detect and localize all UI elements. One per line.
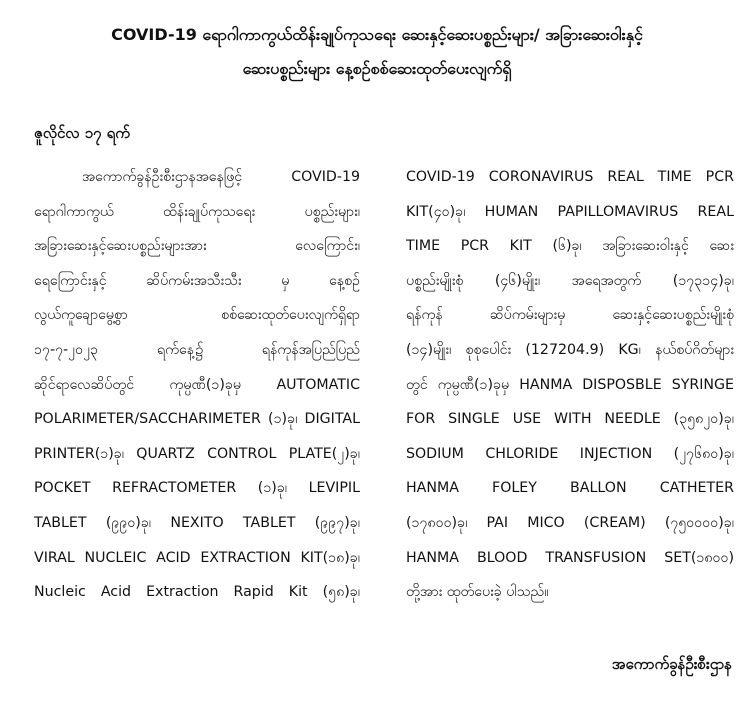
body-line: အကောက်ခွန်ဦးစီးဌာနအနေဖြင့် COVID-19 bbox=[82, 169, 360, 185]
title-line-1: COVID-19 ရောဂါကာကွယ်ထိန်းချုပ်ကုသရေး ဆေးနှင့်ဆေးပစ္စည်းများ/ အခြားဆေးဝါးနှင့် bbox=[111, 25, 643, 44]
right-column bbox=[406, 160, 734, 610]
body-line: (၁၇၈၀၀)ခု၊ PAI MICO (CREAM) (၇၅၀၀၀၀)ခု၊ bbox=[406, 514, 734, 531]
signature: အကောက်ခွန်ဦးစီးဌာန bbox=[611, 655, 732, 673]
body-line: ရန်ကုန် ဆိပ်ကမ်းများမှ ဆေးနှင့်ဆေးပစ္စည်းမျိုးစုံ bbox=[406, 307, 734, 324]
body-line: အခြားဆေးနှင့်ဆေးပစ္စည်းများအား လေကြောင်း၊ bbox=[34, 238, 360, 255]
body-line: HANMA BLOOD TRANSFUSION SET(၁၈၀၀) bbox=[406, 549, 734, 566]
article-title bbox=[20, 18, 734, 86]
body-line: Nucleic Acid Extraction Rapid Kit (၅၈)ခု၊ bbox=[34, 584, 360, 601]
body-line: SODIUM CHLORIDE INJECTION (၂၇၆၈၀)ခု၊ bbox=[406, 445, 734, 462]
body-line: COVID-19 CORONAVIRUS REAL TIME PCR bbox=[406, 169, 734, 185]
body-line: POLARIMETER/SACCHARIMETER (၁)ခု၊ DIGITAL bbox=[34, 411, 360, 428]
body-line: PRINTER(၁)ခု၊ QUARTZ CONTROL PLATE(၂)ခု၊ bbox=[34, 445, 360, 462]
body-line: ရောဂါကာကွယ် ထိန်းချုပ်ကုသရေး ပစ္စည်းများ၊ bbox=[34, 203, 360, 220]
body-line: တွင် ကုမ္ပဏီ(၁)ခုမှ HANMA DISPOSBLE SYRINGE bbox=[406, 376, 734, 393]
body-line: VIRAL NUCLEIC ACID EXTRACTION KIT(၁၈)ခု၊ bbox=[34, 549, 360, 566]
body-line: POCKET REFRACTOMETER (၁)ခု၊ LEVIPIL bbox=[34, 480, 360, 497]
body-line: KIT(၄၀)ခု၊ HUMAN PAPILLOMAVIRUS REAL bbox=[406, 203, 734, 220]
body-line: TIME PCR KIT (၆)ခု၊ အခြားဆေးဝါးနှင့် ဆေး bbox=[406, 238, 734, 255]
body-line: လွယ်ကူချောမွေ့စွာ စစ်ဆေးထုတ်ပေးလျက်ရှိရာ bbox=[34, 307, 360, 324]
article-date: ဇူလိုင်လ ၁၇ ရက် bbox=[34, 124, 130, 142]
body-line: တို့အား ထုတ်ပေးခဲ့ ပါသည်။ bbox=[406, 584, 549, 601]
title-line-2: ဆေးပစ္စည်းများ နေ့စဉ်စစ်ဆေးထုတ်ပေးလျက်ရှိ bbox=[242, 59, 512, 78]
left-column bbox=[34, 160, 360, 610]
body-line: TABLET (၉၉၀)ခု၊ NEXITO TABLET (၉၉၇)ခု၊ bbox=[34, 514, 360, 531]
body-line: FOR SINGLE USE WITH NEEDLE (၃၅၈၂၀)ခု၊ bbox=[406, 411, 734, 428]
body-line: ဆိုင်ရာလေဆိပ်တွင် ကုမ္ပဏီ(၁)ခုမှ AUTOMATIC bbox=[34, 376, 360, 393]
body-line: HANMA FOLEY BALLON CATHETER bbox=[406, 480, 734, 497]
body-line: ၁၇-၇-၂၀၂၃ ရက်နေ့၌ ရန်ကုန်အပြည်ပြည် bbox=[34, 341, 360, 358]
body-line: ရေကြောင်းနှင့် ဆိပ်ကမ်းအသီးသီး မှ နေ့စဉ် bbox=[34, 272, 360, 289]
body-line: (၁၄)မျိုး၊ စုစုပေါင်း (127204.9) KG၊ နယ်စပ်ဂိတ်များ bbox=[406, 341, 734, 358]
body-line: ပစ္စည်းမျိုးစုံ (၄၆)မျိုး၊ အရေအတွက် (၁၇၃၁၄)ခု၊ bbox=[406, 272, 734, 289]
